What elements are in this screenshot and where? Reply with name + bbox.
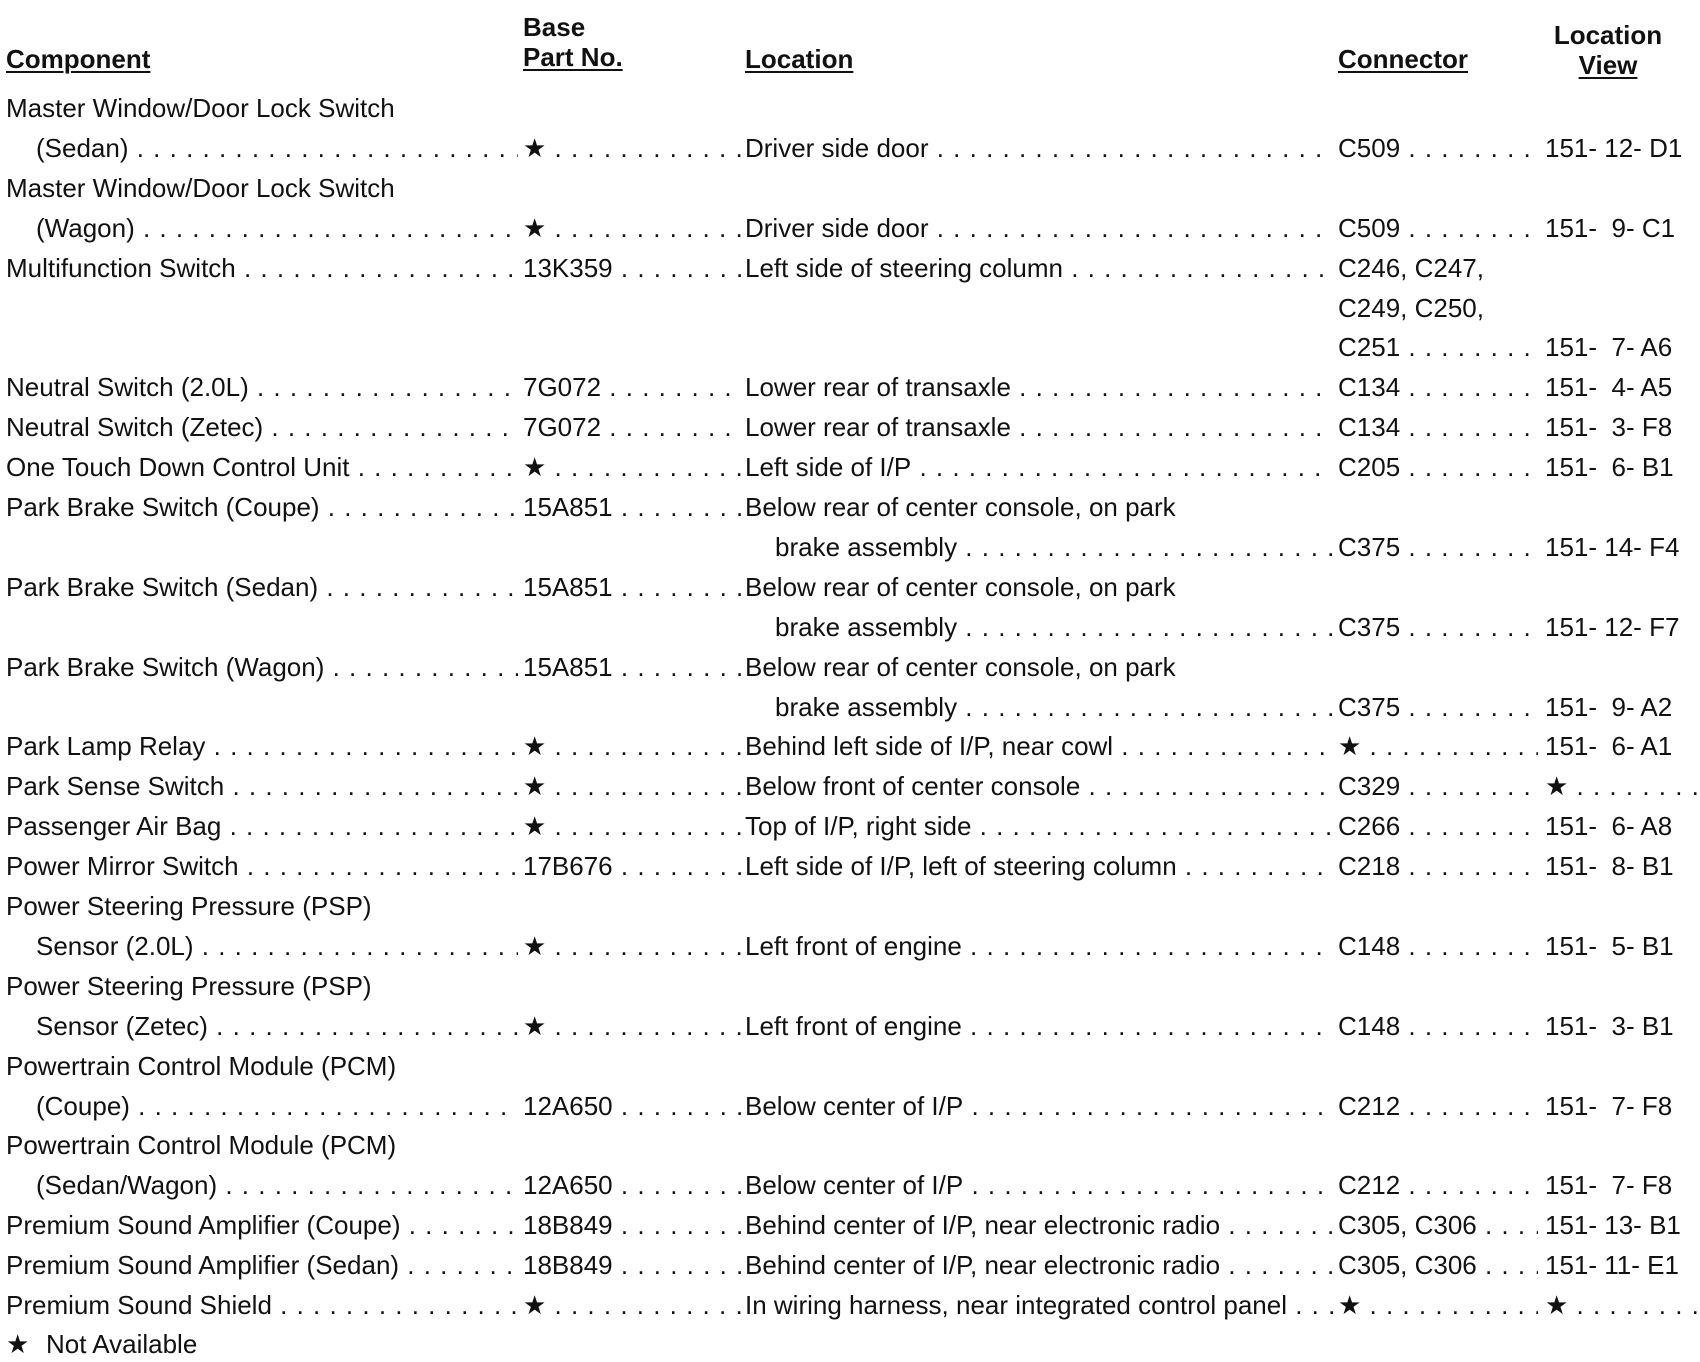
star-icon: ★	[6, 1329, 30, 1359]
cell-base-part-no: 15A851 . . .	[523, 567, 743, 607]
cell-location: Behind left side of I/P, near cowl . . .	[745, 726, 1333, 766]
cell-connector: C212 . . .	[1338, 1165, 1538, 1205]
cell-location: Driver side door . . .	[745, 128, 1333, 168]
cell-location-view: ★ . . .	[1545, 1285, 1697, 1325]
table-row	[0, 1006, 1700, 1046]
cell-location: Below center of I/P . . .	[745, 1086, 1333, 1126]
cell-connector: C148 . . .	[1338, 1006, 1538, 1046]
cell-location-view: 151- 8- B1	[1545, 851, 1674, 882]
table-row	[0, 447, 1700, 487]
cell-connector: C305, C306 . . .	[1338, 1245, 1538, 1285]
table-row	[0, 208, 1700, 248]
cell-component: Master Window/Door Lock Switch	[6, 172, 395, 203]
cell-base-part-no: 18B849 . . .	[523, 1245, 743, 1285]
cell-connector: C134 . . .	[1338, 367, 1538, 407]
header-component	[6, 44, 150, 74]
cell-connector: C212 . . .	[1338, 1086, 1538, 1126]
cell-location: brake assembly . . .	[775, 607, 1333, 647]
cell-location-view: 151- 7- F8	[1545, 1090, 1673, 1121]
cell-base-part-no: 15A851 . . .	[523, 647, 743, 687]
cell-base-part-no: ★ . . .	[523, 726, 743, 766]
cell-component: Premium Sound Amplifier (Sedan) . . .	[6, 1245, 518, 1285]
cell-location: Below rear of center console, on park	[745, 492, 1176, 522]
header-base-part-line1: Base	[523, 12, 586, 42]
cell-base-part-no: 7G072 . . .	[523, 407, 743, 447]
cell-connector: C251 . . .	[1338, 327, 1538, 367]
cell-connector: C249, C250,	[1338, 292, 1484, 323]
cell-base-part-no: 15A851 . . .	[523, 487, 743, 527]
table-row	[0, 726, 1700, 766]
table-row	[0, 168, 1700, 208]
cell-component: Park Lamp Relay . . .	[6, 726, 518, 766]
cell-component: Powertrain Control Module (PCM)	[6, 1130, 397, 1161]
cell-location-view: 151- 9- A2	[1545, 691, 1673, 722]
cell-connector: C375 . . .	[1338, 687, 1538, 727]
cell-location-view: 151- 9- C1	[1545, 212, 1676, 243]
table-row	[0, 367, 1700, 407]
cell-component: Neutral Switch (Zetec) . . .	[6, 407, 518, 447]
cell-component: Master Window/Door Lock Switch	[6, 93, 395, 123]
cell-location-view: 151- 6- B1	[1545, 452, 1674, 483]
table-row	[0, 1046, 1700, 1086]
cell-location: Left front of engine . . .	[745, 1006, 1333, 1046]
cell-component: Sensor (Zetec) . . .	[36, 1006, 518, 1046]
table-row	[0, 647, 1700, 687]
cell-base-part-no: ★ . . .	[523, 766, 743, 806]
cell-connector: C205 . . .	[1338, 447, 1538, 487]
cell-base-part-no: 17B676 . . .	[523, 846, 743, 886]
header-location-text: Location	[745, 44, 854, 74]
table-row	[0, 966, 1700, 1006]
cell-component: (Coupe) . . .	[36, 1086, 518, 1126]
cell-location: Lower rear of transaxle . . .	[745, 407, 1333, 447]
header-connector-text: Connector	[1338, 44, 1468, 74]
cell-connector: C266 . . .	[1338, 806, 1538, 846]
cell-location: Driver side door . . .	[745, 208, 1333, 248]
table-row	[0, 926, 1700, 966]
cell-connector: C375 . . .	[1338, 607, 1538, 647]
cell-base-part-no: 18B849 . . .	[523, 1205, 743, 1245]
cell-connector: ★ . . .	[1338, 1285, 1538, 1325]
cell-component: (Sedan) . . .	[36, 128, 518, 168]
cell-base-part-no: ★ . . .	[523, 128, 743, 168]
cell-component: (Sedan/Wagon) . . .	[36, 1165, 518, 1205]
table-row	[0, 806, 1700, 846]
cell-location: Below front of center console . . .	[745, 766, 1333, 806]
cell-location: brake assembly . . .	[775, 527, 1333, 567]
cell-location: Below rear of center console, on park	[745, 571, 1176, 602]
cell-connector: C329 . . .	[1338, 766, 1538, 806]
cell-base-part-no: 7G072 . . .	[523, 367, 743, 407]
table-row	[0, 846, 1700, 886]
cell-location-view: 151- 14- F4	[1545, 531, 1680, 562]
table-row	[0, 1086, 1700, 1126]
cell-location: Behind center of I/P, near electronic radio . . .	[745, 1245, 1333, 1285]
header-location-view-line2: View	[1578, 50, 1638, 80]
cell-base-part-no: ★ . . .	[523, 1285, 743, 1325]
table-row	[0, 327, 1700, 367]
cell-connector: ★ . . .	[1338, 726, 1538, 766]
footnote	[6, 1326, 197, 1362]
header-component-text: Component	[6, 44, 151, 74]
cell-base-part-no: ★ . . .	[523, 806, 743, 846]
cell-base-part-no: 12A650 . . .	[523, 1165, 743, 1205]
cell-component: Park Brake Switch (Sedan) . . .	[6, 567, 518, 607]
table-row	[0, 766, 1700, 806]
cell-location: Left side of I/P . . .	[745, 447, 1333, 487]
cell-connector: C134 . . .	[1338, 407, 1538, 447]
cell-location-view: 151- 5- B1	[1545, 930, 1674, 961]
cell-connector: C509 . . .	[1338, 128, 1538, 168]
table-row	[0, 1165, 1700, 1205]
cell-location-view: 151- 3- B1	[1545, 1010, 1674, 1041]
cell-base-part-no: ★ . . .	[523, 208, 743, 248]
cell-location: brake assembly . . .	[775, 687, 1333, 727]
table-row	[0, 407, 1700, 447]
cell-location-view: 151- 6- A8	[1545, 811, 1673, 842]
cell-component: Premium Sound Amplifier (Coupe) . . .	[6, 1205, 518, 1245]
cell-component: Power Steering Pressure (PSP)	[6, 970, 372, 1001]
table-row	[0, 687, 1700, 727]
cell-component: Passenger Air Bag . . .	[6, 806, 518, 846]
cell-component: Premium Sound Shield . . .	[6, 1285, 518, 1325]
cell-component: Powertrain Control Module (PCM)	[6, 1050, 397, 1081]
cell-location: Below rear of center console, on park	[745, 651, 1176, 682]
cell-location-view: 151- 3- F8	[1545, 412, 1673, 443]
cell-component: Power Steering Pressure (PSP)	[6, 891, 372, 921]
cell-location: Behind center of I/P, near electronic radio . . .	[745, 1205, 1333, 1245]
table-row	[0, 527, 1700, 567]
header-location-view-line1: Location	[1553, 20, 1663, 50]
cell-location: Top of I/P, right side . . .	[745, 806, 1333, 846]
header-location	[745, 44, 853, 74]
cell-component: Park Brake Switch (Coupe) . . .	[6, 487, 518, 527]
cell-base-part-no: 12A650 . . .	[523, 1086, 743, 1126]
table-row	[0, 248, 1700, 288]
cell-component: Multifunction Switch . . .	[6, 248, 518, 288]
table-row	[0, 288, 1700, 328]
table-row	[0, 88, 1700, 128]
table-row	[0, 487, 1700, 527]
table-row	[0, 567, 1700, 607]
cell-component: Park Brake Switch (Wagon) . . .	[6, 647, 518, 687]
cell-component: Neutral Switch (2.0L) . . .	[6, 367, 518, 407]
cell-location-view: 151- 7- A6	[1545, 332, 1673, 363]
table-row	[0, 1285, 1700, 1325]
header-connector	[1338, 44, 1468, 74]
cell-connector: C246, C247,	[1338, 252, 1484, 283]
cell-location: Left side of steering column . . .	[745, 248, 1333, 288]
cell-base-part-no: ★ . . .	[523, 926, 743, 966]
header-location-view	[1548, 20, 1668, 80]
cell-location: Left front of engine . . .	[745, 926, 1333, 966]
footnote-text: Not Available	[46, 1329, 198, 1359]
table-row	[0, 128, 1700, 168]
cell-component: (Wagon) . . .	[36, 208, 518, 248]
cell-connector: C509 . . .	[1338, 208, 1538, 248]
cell-location-view: 151- 11- E1	[1545, 1250, 1679, 1281]
cell-location-view: 151- 13- B1	[1545, 1210, 1681, 1241]
cell-connector: C375 . . .	[1338, 527, 1538, 567]
cell-location-view: 151- 4- A5	[1545, 372, 1673, 403]
cell-location-view: ★ . . .	[1545, 766, 1697, 806]
cell-location: In wiring harness, near integrated control panel . . .	[745, 1285, 1333, 1325]
cell-location: Below center of I/P . . .	[745, 1165, 1333, 1205]
table-row	[0, 886, 1700, 926]
cell-component: Park Sense Switch . . .	[6, 766, 518, 806]
header-base-part-no	[523, 12, 623, 72]
cell-base-part-no: 13K359 . . .	[523, 248, 743, 288]
cell-location-view: 151- 7- F8	[1545, 1170, 1673, 1201]
cell-base-part-no: ★ . . .	[523, 447, 743, 487]
cell-component: One Touch Down Control Unit . . .	[6, 447, 518, 487]
cell-connector: C305, C306 . . .	[1338, 1205, 1538, 1245]
cell-base-part-no: ★ . . .	[523, 1006, 743, 1046]
cell-location: Lower rear of transaxle . . .	[745, 367, 1333, 407]
cell-location-view: 151- 12- D1	[1545, 132, 1683, 163]
cell-connector: C218 . . .	[1338, 846, 1538, 886]
cell-location-view: 151- 6- A1	[1545, 731, 1673, 762]
cell-location-view: 151- 12- F7	[1545, 611, 1680, 642]
table-row	[0, 1205, 1700, 1245]
table-row	[0, 1125, 1700, 1165]
cell-location: Left side of I/P, left of steering column . . .	[745, 846, 1333, 886]
cell-component: Power Mirror Switch . . .	[6, 846, 518, 886]
table-row	[0, 607, 1700, 647]
cell-connector: C148 . . .	[1338, 926, 1538, 966]
table-row	[0, 1245, 1700, 1285]
header-base-part-line2: Part No.	[523, 42, 623, 72]
cell-component: Sensor (2.0L) . . .	[36, 926, 518, 966]
